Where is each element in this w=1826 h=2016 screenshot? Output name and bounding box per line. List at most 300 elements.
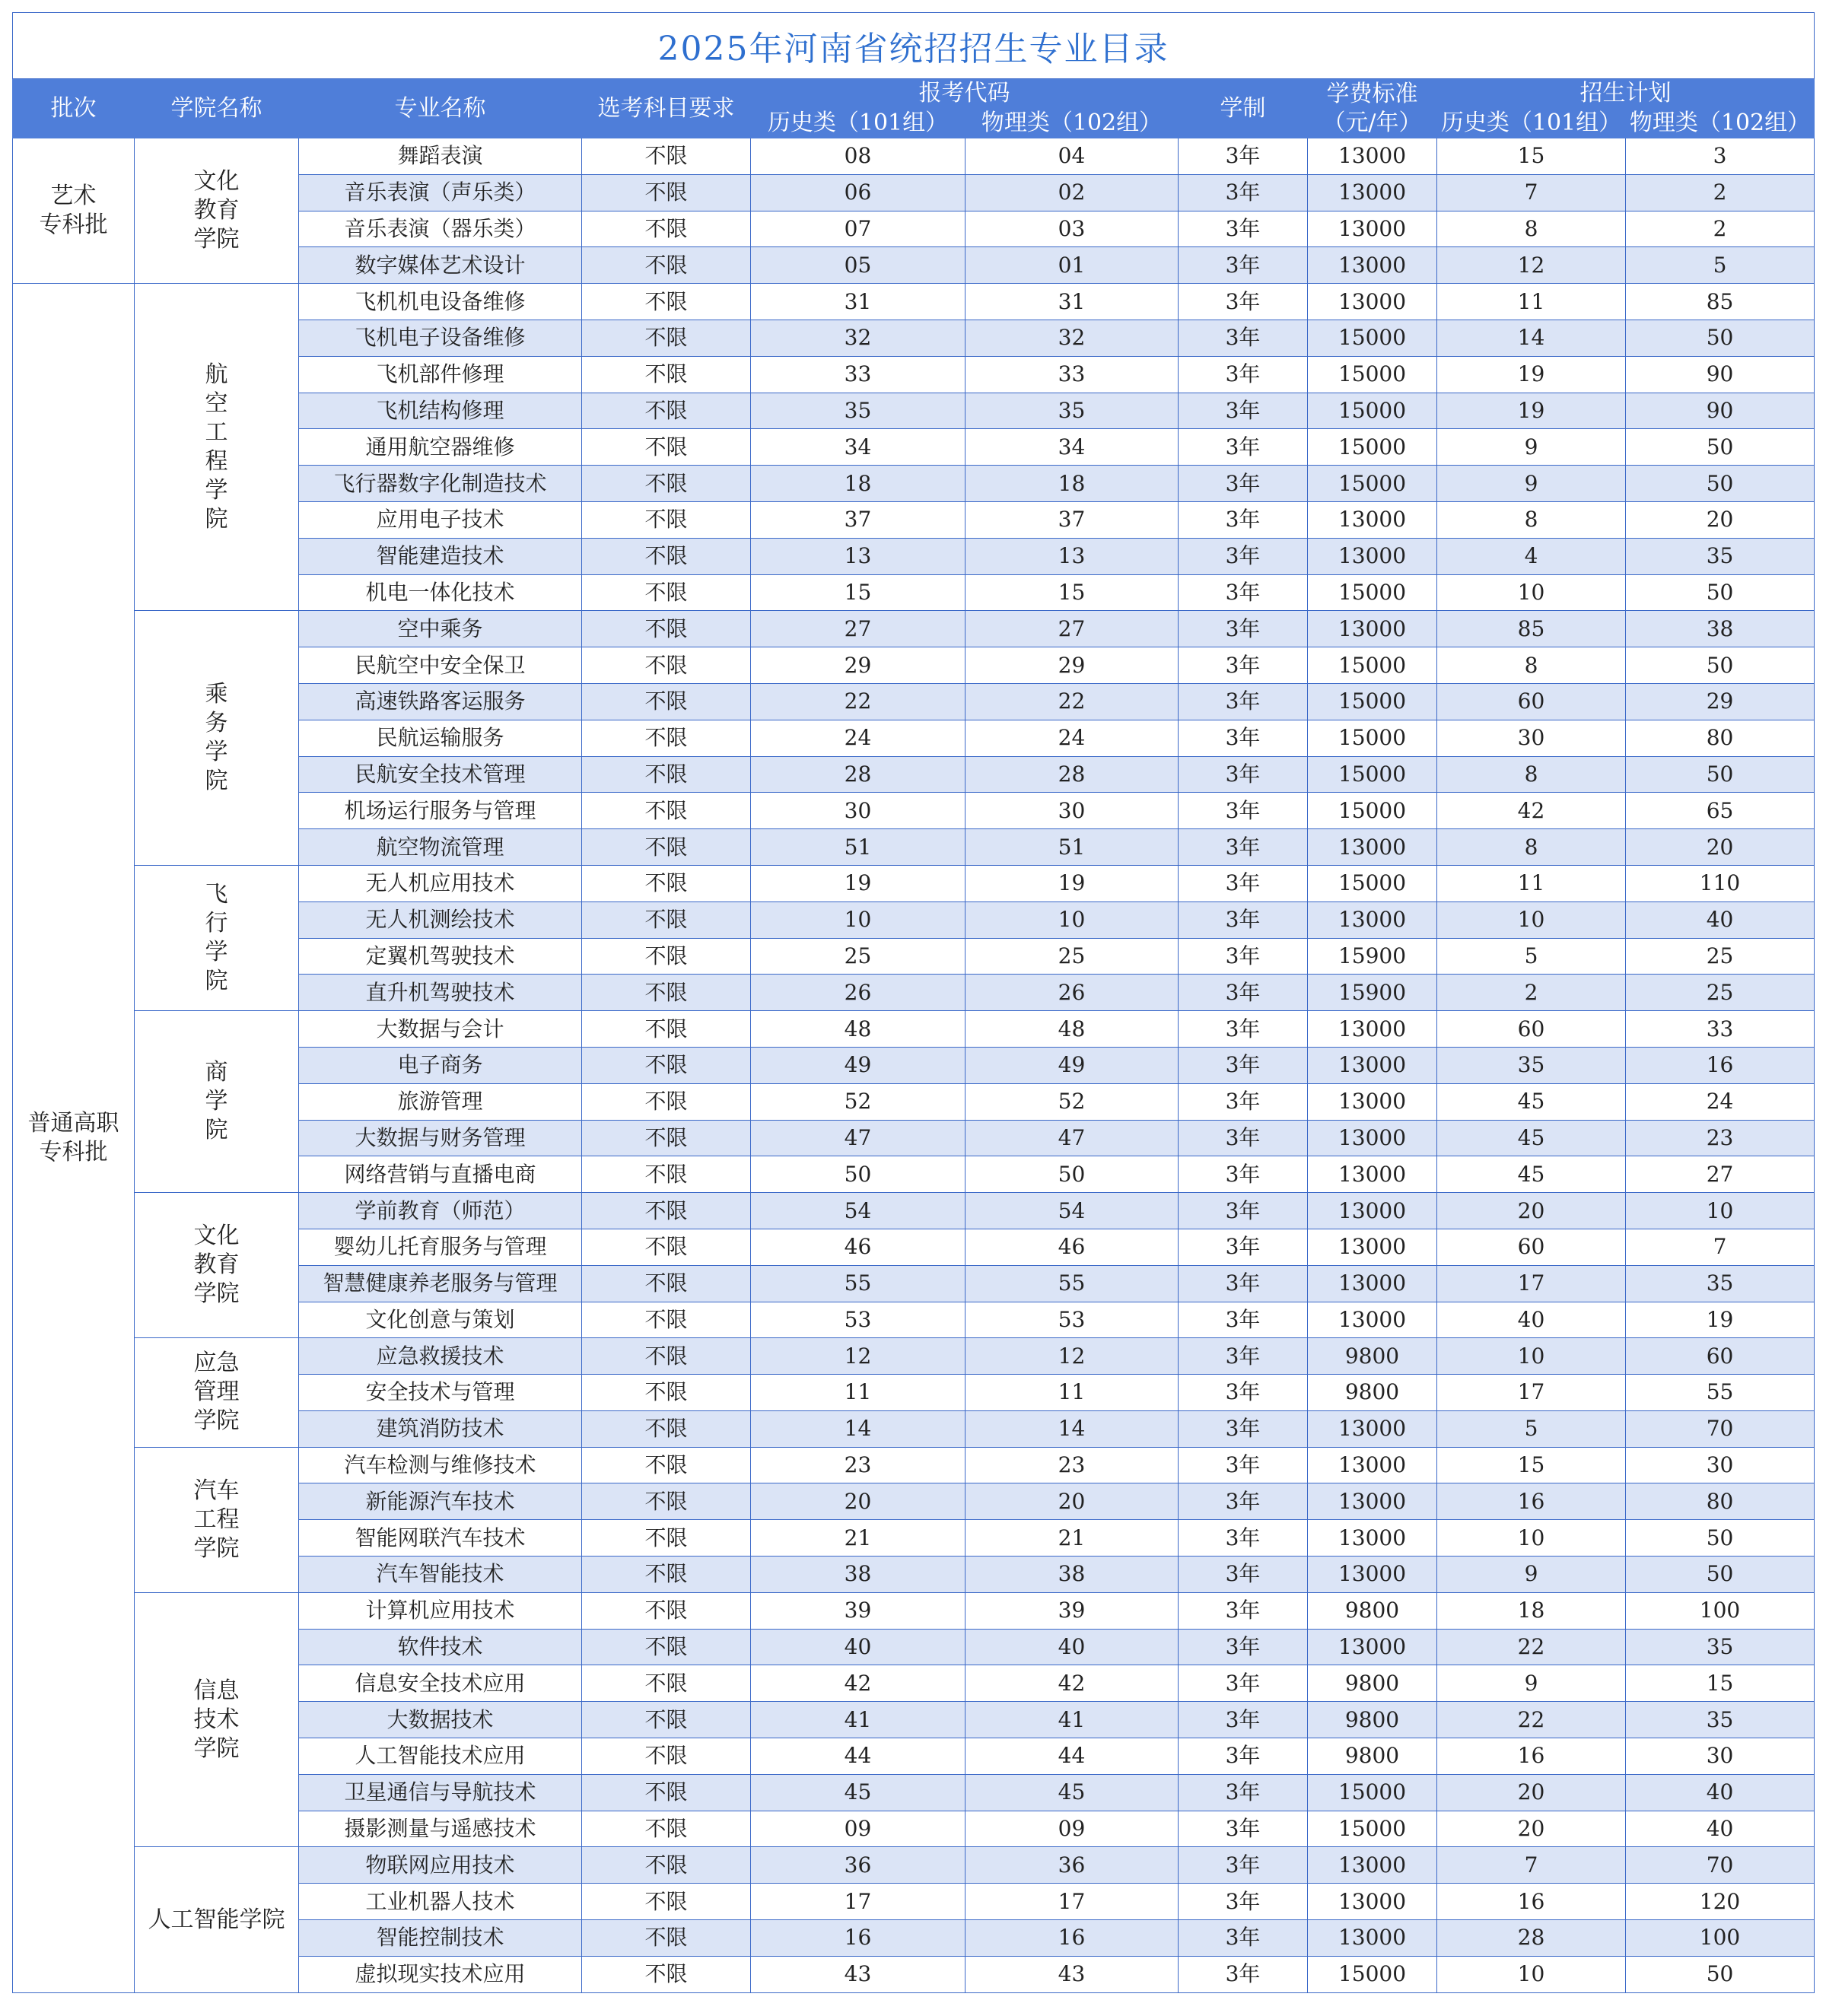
plan-history: 20 (1437, 1811, 1626, 1847)
code-history: 16 (751, 1920, 965, 1957)
plan-physics: 2 (1626, 174, 1815, 211)
plan-physics: 35 (1626, 1629, 1815, 1665)
plan-history: 20 (1437, 1193, 1626, 1229)
code-physics: 14 (965, 1410, 1179, 1447)
plan-physics: 100 (1626, 1920, 1815, 1957)
plan-history: 28 (1437, 1920, 1626, 1957)
major-name: 大数据与财务管理 (299, 1120, 582, 1156)
duration: 3年 (1179, 1156, 1308, 1193)
major-name: 大数据技术 (299, 1702, 582, 1738)
college-name-line: 人工智能学院 (148, 1906, 285, 1933)
plan-history: 9 (1437, 1665, 1626, 1702)
plan-history: 45 (1437, 1120, 1626, 1156)
subject-requirement: 不限 (582, 174, 751, 211)
plan-physics: 15 (1626, 1665, 1815, 1702)
plan-history: 85 (1437, 611, 1626, 647)
plan-history: 8 (1437, 501, 1626, 538)
college-cell (135, 1193, 299, 1338)
college-name-line: 教育 (193, 1251, 240, 1279)
duration: 3年 (1179, 1956, 1308, 1992)
duration: 3年 (1179, 1920, 1308, 1957)
plan-physics: 5 (1626, 247, 1815, 284)
subject-requirement: 不限 (582, 466, 751, 502)
major-name: 应急救援技术 (299, 1338, 582, 1375)
college-cell (135, 1011, 299, 1193)
code-physics: 29 (965, 647, 1179, 684)
plan-history: 20 (1437, 1774, 1626, 1811)
tuition: 15000 (1308, 574, 1437, 611)
duration: 3年 (1179, 865, 1308, 901)
duration: 3年 (1179, 1847, 1308, 1884)
plan-physics: 55 (1626, 1375, 1815, 1411)
code-history: 23 (751, 1447, 965, 1483)
plan-history: 16 (1437, 1884, 1626, 1920)
major-name: 网络营销与直播电商 (299, 1156, 582, 1193)
major-name: 航空物流管理 (299, 829, 582, 866)
duration: 3年 (1179, 247, 1308, 284)
tuition: 13000 (1308, 1847, 1437, 1884)
plan-physics: 50 (1626, 647, 1815, 684)
duration: 3年 (1179, 429, 1308, 466)
duration: 3年 (1179, 1047, 1308, 1083)
tuition: 13000 (1308, 1302, 1437, 1338)
plan-history: 15 (1437, 1447, 1626, 1483)
tuition: 15000 (1308, 1956, 1437, 1992)
tuition: 13000 (1308, 1083, 1437, 1120)
plan-history: 8 (1437, 211, 1626, 247)
table-row (13, 611, 1815, 647)
plan-physics: 85 (1626, 284, 1815, 320)
plan-physics: 50 (1626, 756, 1815, 793)
tuition: 13000 (1308, 138, 1437, 175)
subject-requirement: 不限 (582, 1884, 751, 1920)
plan-physics: 35 (1626, 538, 1815, 574)
duration: 3年 (1179, 647, 1308, 684)
duration: 3年 (1179, 1483, 1308, 1520)
table-row (13, 865, 1815, 901)
header-code-physics: 物理类（102组） (965, 109, 1179, 138)
duration: 3年 (1179, 538, 1308, 574)
plan-history: 40 (1437, 1302, 1626, 1338)
code-history: 43 (751, 1956, 965, 1992)
plan-physics: 25 (1626, 975, 1815, 1011)
duration: 3年 (1179, 1592, 1308, 1629)
major-name: 新能源汽车技术 (299, 1483, 582, 1520)
tuition: 13000 (1308, 1229, 1437, 1265)
plan-physics: 40 (1626, 901, 1815, 938)
subject-requirement: 不限 (582, 756, 751, 793)
plan-history: 30 (1437, 720, 1626, 756)
code-history: 39 (751, 1592, 965, 1629)
code-physics: 24 (965, 720, 1179, 756)
code-physics: 44 (965, 1738, 1179, 1775)
plan-history: 5 (1437, 1410, 1626, 1447)
tuition: 9800 (1308, 1592, 1437, 1629)
code-history: 35 (751, 393, 965, 429)
tuition: 9800 (1308, 1338, 1437, 1375)
code-history: 36 (751, 1847, 965, 1884)
code-physics: 25 (965, 938, 1179, 975)
code-physics: 55 (965, 1265, 1179, 1302)
duration: 3年 (1179, 1557, 1308, 1593)
plan-history: 16 (1437, 1738, 1626, 1775)
plan-history: 60 (1437, 1229, 1626, 1265)
college-name-line: 文化 (193, 1223, 240, 1250)
college-name: 乘务学院 (205, 681, 228, 795)
code-history: 06 (751, 174, 965, 211)
batch-label-line: 专科批 (39, 211, 108, 239)
college-name-line: 工程 (193, 1506, 240, 1533)
code-history: 50 (751, 1156, 965, 1193)
duration: 3年 (1179, 1774, 1308, 1811)
code-history: 24 (751, 720, 965, 756)
header-tuition (1308, 79, 1437, 138)
major-name: 高速铁路客运服务 (299, 683, 582, 720)
plan-physics: 90 (1626, 356, 1815, 393)
tuition: 15000 (1308, 1811, 1437, 1847)
header-exam-code: 报考代码 (751, 79, 1179, 109)
subject-requirement: 不限 (582, 1738, 751, 1775)
code-physics: 01 (965, 247, 1179, 284)
header-code-history: 历史类（101组） (751, 109, 965, 138)
tuition: 15000 (1308, 356, 1437, 393)
duration: 3年 (1179, 1229, 1308, 1265)
tuition: 13000 (1308, 538, 1437, 574)
major-name: 人工智能技术应用 (299, 1738, 582, 1775)
subject-requirement: 不限 (582, 247, 751, 284)
code-history: 05 (751, 247, 965, 284)
plan-physics: 19 (1626, 1302, 1815, 1338)
batch-label-line: 专科批 (39, 1138, 108, 1165)
duration: 3年 (1179, 1884, 1308, 1920)
tuition: 13000 (1308, 1629, 1437, 1665)
tuition: 9800 (1308, 1738, 1437, 1775)
duration: 3年 (1179, 284, 1308, 320)
subject-requirement: 不限 (582, 1410, 751, 1447)
plan-physics: 20 (1626, 501, 1815, 538)
plan-physics: 23 (1626, 1120, 1815, 1156)
major-name: 民航空中安全保卫 (299, 647, 582, 684)
subject-requirement: 不限 (582, 1047, 751, 1083)
code-physics: 31 (965, 284, 1179, 320)
plan-physics: 65 (1626, 793, 1815, 829)
subject-requirement: 不限 (582, 429, 751, 466)
plan-physics: 35 (1626, 1702, 1815, 1738)
code-physics: 21 (965, 1520, 1179, 1557)
code-history: 19 (751, 865, 965, 901)
subject-requirement: 不限 (582, 1338, 751, 1375)
code-history: 28 (751, 756, 965, 793)
subject-requirement: 不限 (582, 1375, 751, 1411)
duration: 3年 (1179, 138, 1308, 175)
tuition: 13000 (1308, 1520, 1437, 1557)
subject-requirement: 不限 (582, 720, 751, 756)
table-body (13, 138, 1815, 1993)
college-name-line: 学院 (193, 1407, 240, 1435)
plan-physics: 50 (1626, 1956, 1815, 1992)
code-physics: 34 (965, 429, 1179, 466)
plan-history: 10 (1437, 1520, 1626, 1557)
subject-requirement: 不限 (582, 829, 751, 866)
plan-history: 16 (1437, 1483, 1626, 1520)
code-physics: 54 (965, 1193, 1179, 1229)
major-name: 机场运行服务与管理 (299, 793, 582, 829)
code-history: 20 (751, 1483, 965, 1520)
tuition: 13000 (1308, 829, 1437, 866)
code-history: 34 (751, 429, 965, 466)
plan-physics: 33 (1626, 1011, 1815, 1048)
code-physics: 50 (965, 1156, 1179, 1193)
major-name: 数字媒体艺术设计 (299, 247, 582, 284)
duration: 3年 (1179, 320, 1308, 356)
subject-requirement: 不限 (582, 1265, 751, 1302)
code-physics: 52 (965, 1083, 1179, 1120)
plan-physics: 3 (1626, 138, 1815, 175)
code-physics: 04 (965, 138, 1179, 175)
tuition: 13000 (1308, 1011, 1437, 1048)
code-physics: 49 (965, 1047, 1179, 1083)
duration: 3年 (1179, 1629, 1308, 1665)
plan-history: 10 (1437, 1338, 1626, 1375)
college-cell (135, 865, 299, 1010)
subject-requirement: 不限 (582, 683, 751, 720)
major-name: 飞机部件修理 (299, 356, 582, 393)
major-name: 民航运输服务 (299, 720, 582, 756)
code-physics: 46 (965, 1229, 1179, 1265)
major-name: 婴幼儿托育服务与管理 (299, 1229, 582, 1265)
code-physics: 47 (965, 1120, 1179, 1156)
major-name: 软件技术 (299, 1629, 582, 1665)
table-row (13, 1338, 1815, 1375)
plan-history: 35 (1437, 1047, 1626, 1083)
subject-requirement: 不限 (582, 138, 751, 175)
plan-history: 22 (1437, 1702, 1626, 1738)
code-history: 21 (751, 1520, 965, 1557)
major-name: 学前教育（师范） (299, 1193, 582, 1229)
plan-physics: 30 (1626, 1738, 1815, 1775)
tuition: 9800 (1308, 1375, 1437, 1411)
tuition: 15000 (1308, 466, 1437, 502)
tuition: 15000 (1308, 1774, 1437, 1811)
plan-physics: 29 (1626, 683, 1815, 720)
duration: 3年 (1179, 466, 1308, 502)
code-history: 26 (751, 975, 965, 1011)
tuition: 15000 (1308, 393, 1437, 429)
table-row (13, 1847, 1815, 1884)
subject-requirement: 不限 (582, 865, 751, 901)
tuition: 13000 (1308, 1884, 1437, 1920)
plan-physics: 40 (1626, 1811, 1815, 1847)
subject-requirement: 不限 (582, 211, 751, 247)
college-name: 航空工程学院 (205, 361, 228, 533)
subject-requirement: 不限 (582, 1956, 751, 1992)
plan-history: 9 (1437, 1557, 1626, 1593)
plan-physics: 16 (1626, 1047, 1815, 1083)
code-history: 53 (751, 1302, 965, 1338)
subject-requirement: 不限 (582, 1083, 751, 1120)
plan-history: 17 (1437, 1265, 1626, 1302)
duration: 3年 (1179, 1811, 1308, 1847)
code-history: 47 (751, 1120, 965, 1156)
code-history: 51 (751, 829, 965, 866)
code-history: 22 (751, 683, 965, 720)
college-name-line: 应急 (193, 1350, 240, 1377)
code-history: 37 (751, 501, 965, 538)
tuition: 15000 (1308, 865, 1437, 901)
plan-physics: 50 (1626, 574, 1815, 611)
code-history: 11 (751, 1375, 965, 1411)
code-physics: 41 (965, 1702, 1179, 1738)
plan-physics: 110 (1626, 865, 1815, 901)
code-physics: 35 (965, 393, 1179, 429)
college-name-line: 学院 (193, 1735, 240, 1762)
major-name: 无人机应用技术 (299, 865, 582, 901)
major-name: 舞蹈表演 (299, 138, 582, 175)
plan-history: 5 (1437, 938, 1626, 975)
college-name-line: 技术 (193, 1706, 240, 1733)
tuition: 15000 (1308, 647, 1437, 684)
major-name: 安全技术与管理 (299, 1375, 582, 1411)
tuition: 13000 (1308, 1920, 1437, 1957)
tuition: 13000 (1308, 211, 1437, 247)
code-history: 54 (751, 1193, 965, 1229)
plan-history: 60 (1437, 683, 1626, 720)
code-physics: 53 (965, 1302, 1179, 1338)
major-name: 智能网联汽车技术 (299, 1520, 582, 1557)
plan-physics: 60 (1626, 1338, 1815, 1375)
plan-physics: 35 (1626, 1265, 1815, 1302)
batch-cell (13, 138, 135, 284)
table-row (13, 1447, 1815, 1483)
major-name: 飞行器数字化制造技术 (299, 466, 582, 502)
code-physics: 32 (965, 320, 1179, 356)
duration: 3年 (1179, 393, 1308, 429)
tuition: 13000 (1308, 284, 1437, 320)
code-history: 12 (751, 1338, 965, 1375)
code-history: 08 (751, 138, 965, 175)
code-physics: 39 (965, 1592, 1179, 1629)
college-name-line: 教育 (193, 197, 240, 224)
major-name: 文化创意与策划 (299, 1302, 582, 1338)
duration: 3年 (1179, 174, 1308, 211)
subject-requirement: 不限 (582, 538, 751, 574)
code-physics: 42 (965, 1665, 1179, 1702)
major-name: 定翼机驾驶技术 (299, 938, 582, 975)
code-history: 14 (751, 1410, 965, 1447)
tuition: 15000 (1308, 720, 1437, 756)
code-physics: 28 (965, 756, 1179, 793)
tuition: 15900 (1308, 938, 1437, 975)
tuition: 13000 (1308, 611, 1437, 647)
plan-physics: 38 (1626, 611, 1815, 647)
header-enrollment-plan: 招生计划 (1437, 79, 1815, 109)
code-physics: 37 (965, 501, 1179, 538)
header-tuition-line1: 学费标准 (1326, 80, 1418, 107)
header-tuition-line2: （元/年） (1322, 109, 1422, 136)
tuition: 13000 (1308, 901, 1437, 938)
subject-requirement: 不限 (582, 501, 751, 538)
duration: 3年 (1179, 1083, 1308, 1120)
duration: 3年 (1179, 1120, 1308, 1156)
major-name: 摄影测量与遥感技术 (299, 1811, 582, 1847)
major-name: 飞机结构修理 (299, 393, 582, 429)
code-physics: 16 (965, 1920, 1179, 1957)
duration: 3年 (1179, 756, 1308, 793)
header-major: 专业名称 (299, 79, 582, 138)
college-cell (135, 138, 299, 284)
code-physics: 09 (965, 1811, 1179, 1847)
plan-physics: 40 (1626, 1774, 1815, 1811)
code-physics: 40 (965, 1629, 1179, 1665)
plan-history: 12 (1437, 247, 1626, 284)
code-physics: 19 (965, 865, 1179, 901)
code-physics: 36 (965, 1847, 1179, 1884)
code-physics: 17 (965, 1884, 1179, 1920)
subject-requirement: 不限 (582, 1702, 751, 1738)
plan-history: 8 (1437, 756, 1626, 793)
plan-history: 22 (1437, 1629, 1626, 1665)
major-name: 卫星通信与导航技术 (299, 1774, 582, 1811)
code-history: 10 (751, 901, 965, 938)
major-name: 通用航空器维修 (299, 429, 582, 466)
major-name: 智能建造技术 (299, 538, 582, 574)
code-history: 31 (751, 284, 965, 320)
plan-physics: 70 (1626, 1410, 1815, 1447)
duration: 3年 (1179, 211, 1308, 247)
header-subject-requirement: 选考科目要求 (582, 79, 751, 138)
tuition: 13000 (1308, 1483, 1437, 1520)
header-duration: 学制 (1179, 79, 1308, 138)
plan-history: 17 (1437, 1375, 1626, 1411)
major-name: 旅游管理 (299, 1083, 582, 1120)
plan-physics: 27 (1626, 1156, 1815, 1193)
tuition: 15000 (1308, 429, 1437, 466)
major-name: 应用电子技术 (299, 501, 582, 538)
tuition: 15000 (1308, 756, 1437, 793)
college-name-line: 文化 (193, 168, 240, 196)
major-name: 音乐表演（声乐类） (299, 174, 582, 211)
subject-requirement: 不限 (582, 1483, 751, 1520)
code-history: 48 (751, 1011, 965, 1048)
batch-label-line: 普通高职 (27, 1109, 119, 1137)
code-history: 40 (751, 1629, 965, 1665)
major-name: 音乐表演（器乐类） (299, 211, 582, 247)
duration: 3年 (1179, 1375, 1308, 1411)
subject-requirement: 不限 (582, 975, 751, 1011)
plan-history: 45 (1437, 1156, 1626, 1193)
subject-requirement: 不限 (582, 574, 751, 611)
plan-physics: 25 (1626, 938, 1815, 975)
plan-history: 18 (1437, 1592, 1626, 1629)
duration: 3年 (1179, 1193, 1308, 1229)
college-name-line: 汽车 (193, 1477, 240, 1504)
code-physics: 33 (965, 356, 1179, 393)
code-history: 45 (751, 1774, 965, 1811)
tuition: 9800 (1308, 1665, 1437, 1702)
code-history: 29 (751, 647, 965, 684)
duration: 3年 (1179, 1338, 1308, 1375)
plan-history: 19 (1437, 356, 1626, 393)
subject-requirement: 不限 (582, 1520, 751, 1557)
code-physics: 20 (965, 1483, 1179, 1520)
duration: 3年 (1179, 975, 1308, 1011)
code-history: 33 (751, 356, 965, 393)
college-cell (135, 1592, 299, 1847)
major-name: 飞机机电设备维修 (299, 284, 582, 320)
subject-requirement: 不限 (582, 647, 751, 684)
subject-requirement: 不限 (582, 938, 751, 975)
code-history: 27 (751, 611, 965, 647)
